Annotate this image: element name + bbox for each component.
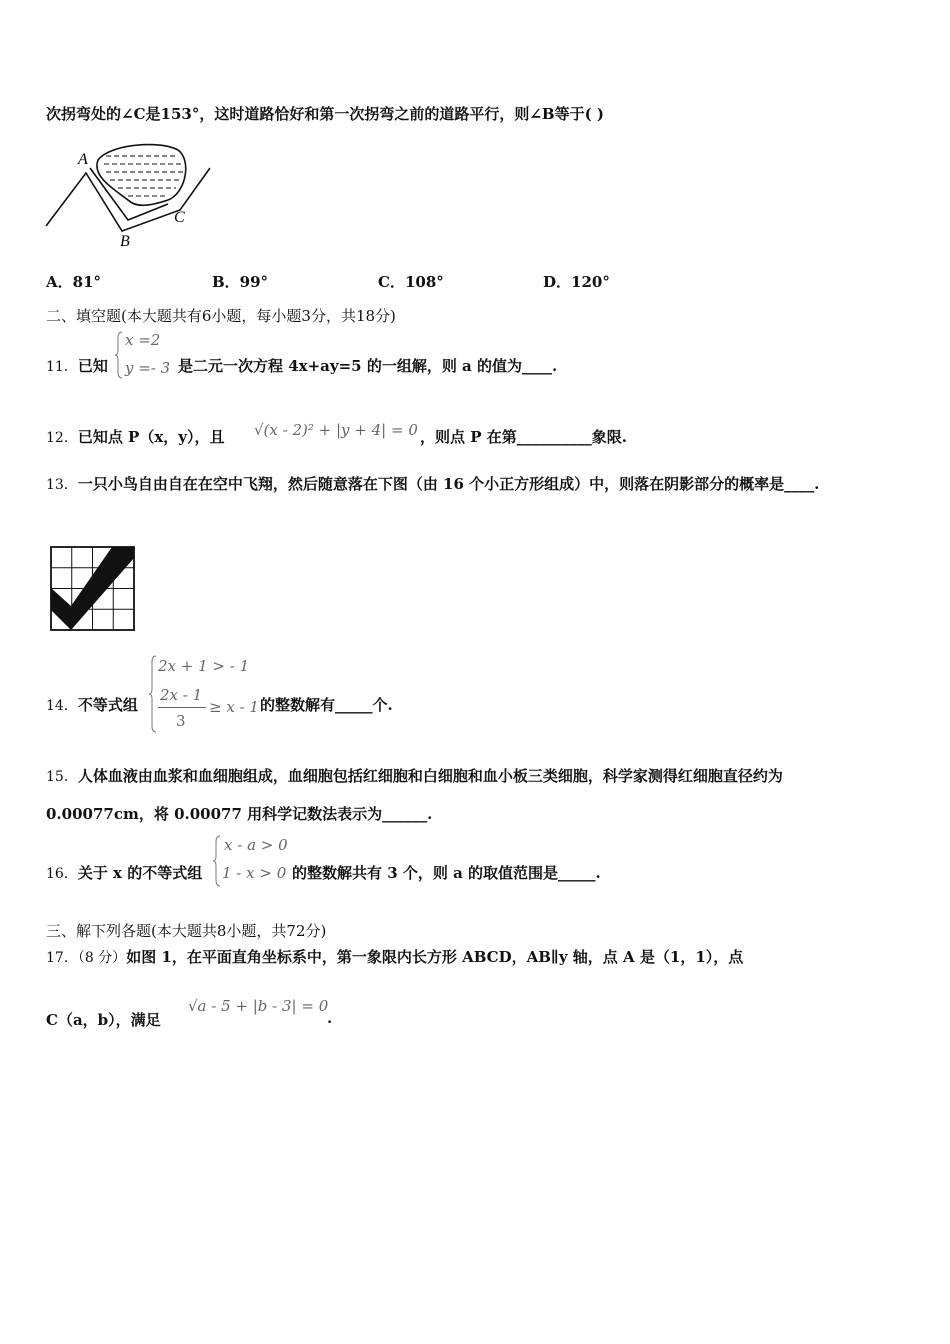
q15-number: 15． bbox=[46, 769, 78, 785]
q14-ineq1: 2x + 1 > - 1 bbox=[158, 657, 250, 675]
q14-frac-den: 3 bbox=[176, 712, 186, 730]
q11-brace bbox=[114, 330, 124, 380]
q13-text: 一只小鸟自由自在在空中飞翔，然后随意落在下图（由 16 个小正方形组成）中，则落在阴影部分的概率是____. bbox=[77, 475, 820, 493]
q11-eq1: x =2 bbox=[125, 331, 161, 349]
q13 bbox=[46, 473, 819, 494]
q10-option-a: A．81° bbox=[46, 273, 102, 291]
road-inner bbox=[90, 168, 168, 220]
q16-brace bbox=[212, 834, 222, 888]
q17-text1: 如图 1，在平面直角坐标系中，第一象限内长方形 ABCD，AB∥y 轴，点 A 是（1，1），点 bbox=[126, 948, 744, 966]
q16-pre: 关于 x 的不等式组 bbox=[77, 864, 203, 882]
q15-text1: 人体血液由血浆和血细胞组成，血细胞包括红细胞和白细胞和血小板三类细胞，科学家测得红细胞直径约为 bbox=[77, 767, 783, 785]
q13-number: 13． bbox=[46, 477, 78, 493]
q11 bbox=[46, 355, 108, 376]
q15-line2: 0.00077cm，将 0.00077 用科学记数法表示为______. bbox=[46, 805, 433, 823]
q17-expression: √a - 5 + |b - 3| = 0 bbox=[188, 997, 329, 1015]
q17-line2-post: . bbox=[327, 1009, 333, 1027]
q10-option-d: D．120° bbox=[543, 273, 610, 291]
q12-expression: √(x - 2)² + |y + 4| = 0 bbox=[254, 421, 418, 439]
q13-grid-figure bbox=[50, 546, 136, 632]
q12-number: 12． bbox=[46, 430, 78, 446]
q14-brace bbox=[148, 654, 158, 734]
lake-hatching bbox=[104, 156, 184, 196]
q14 bbox=[46, 694, 138, 715]
q12 bbox=[46, 426, 225, 447]
q11-eq2: y =- 3 bbox=[125, 359, 171, 377]
q17-number: 17． bbox=[46, 950, 78, 966]
q16-ineq2: 1 - x > 0 bbox=[222, 864, 287, 882]
label-b: B bbox=[120, 233, 130, 250]
q11-pre: 已知 bbox=[77, 357, 108, 375]
q11-number: 11． bbox=[46, 359, 78, 375]
section2-title: 二、填空题(本大题共有6小题，每小题3分，共18分) bbox=[46, 307, 396, 325]
q17-score: （8 分） bbox=[77, 950, 127, 966]
q16-post: 的整数解共有 3 个，则 a 的取值范围是_____. bbox=[292, 864, 601, 882]
q14-frac-bar bbox=[158, 707, 206, 708]
q10-option-c: C．108° bbox=[378, 273, 444, 291]
q15-line1 bbox=[46, 765, 783, 786]
q10-stem: 次拐弯处的∠C是153°，这时道路恰好和第一次拐弯之前的道路平行，则∠B等于( ) bbox=[46, 105, 604, 123]
q12-pre: 已知点 P（x，y），且 bbox=[77, 428, 225, 446]
q16-ineq1: x - a > 0 bbox=[224, 836, 288, 854]
q10-road-figure bbox=[40, 138, 220, 253]
q11-post: 是二元一次方程 4x+ay=5 的一组解，则 a 的值为____. bbox=[178, 357, 558, 375]
label-c: C bbox=[174, 209, 185, 226]
q17-line2-pre: C（a，b），满足 bbox=[46, 1011, 161, 1029]
q14-ineq2-rest: ≥ x - 1 bbox=[209, 698, 259, 716]
q14-number: 14． bbox=[46, 698, 78, 714]
q16-number: 16． bbox=[46, 866, 78, 882]
q16 bbox=[46, 862, 202, 883]
q14-post: 的整数解有_____个. bbox=[260, 696, 393, 714]
q12-post: ，则点 P 在第__________象限. bbox=[420, 428, 627, 446]
q14-frac-num: 2x - 1 bbox=[160, 686, 203, 704]
q17-line1 bbox=[46, 946, 743, 967]
section3-title: 三、解下列各题(本大题共8小题，共72分) bbox=[46, 922, 327, 940]
q10-option-b: B．99° bbox=[212, 273, 269, 291]
q14-pre: 不等式组 bbox=[77, 696, 138, 714]
label-a: A bbox=[78, 151, 88, 168]
